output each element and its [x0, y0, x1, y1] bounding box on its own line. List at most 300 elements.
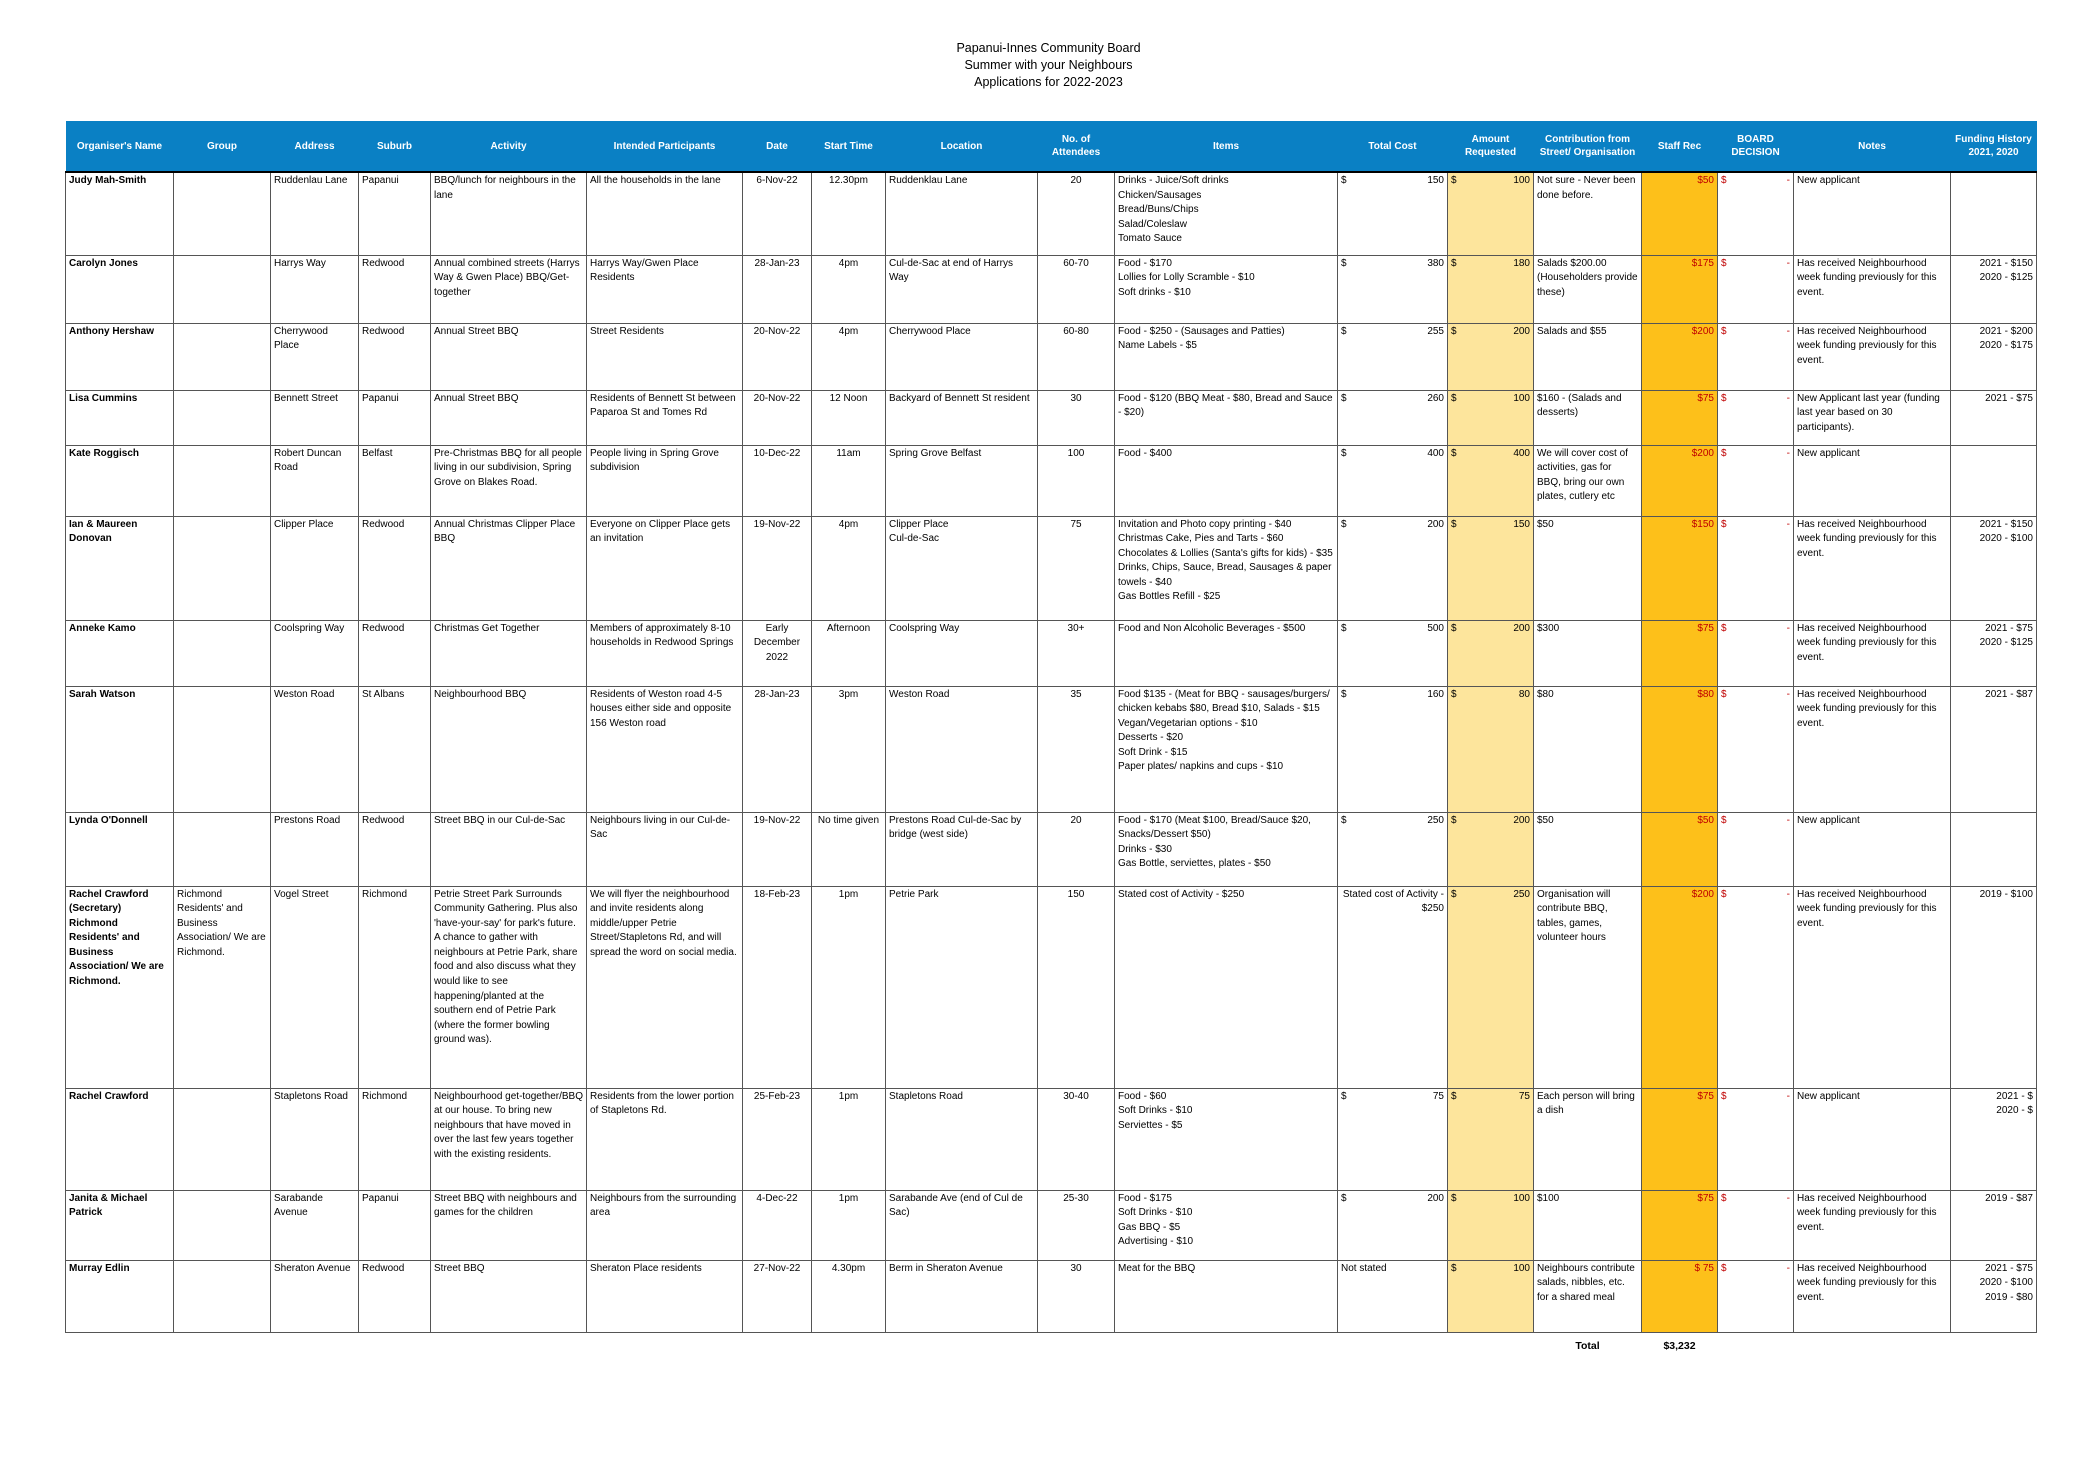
amount-requested-value: 100	[1513, 1192, 1530, 1204]
total-cost	[1338, 255, 1448, 323]
attendees: 30	[1038, 1260, 1115, 1332]
amount-requested	[1448, 1088, 1534, 1190]
staff-rec: $ 75	[1642, 1260, 1718, 1332]
table-row	[66, 390, 2037, 445]
address: Cherrywood Place	[271, 323, 359, 390]
amount-requested-value: 75	[1518, 1090, 1530, 1102]
amount-requested	[1448, 686, 1534, 812]
address: Ruddenlau Lane	[271, 172, 359, 255]
board-decision-value: -	[1786, 518, 1790, 530]
funding-history: 2021 - $75 2020 - $100 2019 - $80	[1951, 1260, 2037, 1332]
board-decision-currency: $	[1721, 447, 1727, 459]
funding-history: 2021 - $87	[1951, 686, 2037, 812]
date: 19-Nov-22	[743, 516, 812, 620]
items: Food - $60 Soft Drinks - $10 Serviettes - $5	[1115, 1088, 1338, 1190]
amount-requested-value: 100	[1513, 1262, 1530, 1274]
activity: Street BBQ	[431, 1260, 587, 1332]
group	[174, 620, 271, 686]
column-header: Start Time	[812, 121, 886, 172]
staff-rec: $80	[1642, 686, 1718, 812]
start-time: 1pm	[812, 886, 886, 1088]
table-row	[66, 1088, 2037, 1190]
suburb: Belfast	[359, 445, 431, 516]
amount-requested	[1448, 620, 1534, 686]
board-decision-value: -	[1786, 1192, 1790, 1204]
items: Food - $120 (BBQ Meat - $80, Bread and Sauce - $20)	[1115, 390, 1338, 445]
amount-requested	[1448, 1260, 1534, 1332]
empty-cell	[359, 1332, 431, 1354]
board-decision-value: -	[1786, 175, 1790, 186]
activity: Annual Street BBQ	[431, 390, 587, 445]
location: Backyard of Bennett St resident	[886, 390, 1038, 445]
board-decision-value: -	[1786, 447, 1790, 459]
attendees: 75	[1038, 516, 1115, 620]
funding-history: 2021 - $150 2020 - $125	[1951, 255, 2037, 323]
board-decision-value: -	[1786, 392, 1790, 404]
group	[174, 516, 271, 620]
date: 28-Jan-23	[743, 255, 812, 323]
title-line-3: Applications for 2022-2023	[974, 75, 1123, 89]
table-row	[66, 1260, 2037, 1332]
total-cost-currency: $	[1341, 688, 1347, 700]
total-cost-value: 260	[1427, 392, 1444, 404]
board-decision-currency: $	[1721, 622, 1727, 634]
items: Food - $175 Soft Drinks - $10 Gas BBQ - $5 Advertising - $10	[1115, 1190, 1338, 1260]
amount-requested-value: 100	[1513, 175, 1530, 186]
address: Stapletons Road	[271, 1088, 359, 1190]
items: Invitation and Photo copy printing - $40 Christmas Cake, Pies and Tarts - $60 Chocolates & Lollies (Santa's gifts for kids) - $35 Drinks, Chips, Sauce, Bread, Sausages & paper towels - $40 Gas Bottles Refill - $25	[1115, 516, 1338, 620]
start-time: 4pm	[812, 255, 886, 323]
attendees: 30+	[1038, 620, 1115, 686]
staff-rec: $50	[1642, 812, 1718, 886]
empty-cell	[743, 1332, 812, 1354]
applications-table	[65, 121, 2037, 1354]
organiser-name: Judy Mah-Smith	[66, 172, 174, 255]
total-cost	[1338, 445, 1448, 516]
location: Stapletons Road	[886, 1088, 1038, 1190]
staff-rec: $200	[1642, 886, 1718, 1088]
contribution: Organisation will contribute BBQ, tables, games, volunteer hours	[1534, 886, 1642, 1088]
date: 28-Jan-23	[743, 686, 812, 812]
total-cost-currency: $	[1341, 1090, 1347, 1102]
board-decision-value: -	[1786, 814, 1790, 826]
amount-requested-currency: $	[1451, 257, 1457, 269]
empty-cell	[1718, 1332, 1794, 1354]
total-cost-value: 255	[1427, 325, 1444, 337]
contribution: We will cover cost of activities, gas for BBQ, bring our own plates, cutlery etc	[1534, 445, 1642, 516]
items: Food - $250 - (Sausages and Patties) Name Labels - $5	[1115, 323, 1338, 390]
organiser-name: Rachel Crawford (Secretary) Richmond Residents' and Business Association/ We are Richmond.	[66, 886, 174, 1088]
total-cost-value: 400	[1427, 447, 1444, 459]
organiser-name: Carolyn Jones	[66, 255, 174, 323]
attendees: 25-30	[1038, 1190, 1115, 1260]
table-row	[66, 255, 2037, 323]
total-cost	[1338, 323, 1448, 390]
address: Clipper Place	[271, 516, 359, 620]
intended-participants: Neighbours living in our Cul-de-Sac	[587, 812, 743, 886]
column-header: Intended Participants	[587, 121, 743, 172]
notes: New applicant	[1794, 445, 1951, 516]
group	[174, 812, 271, 886]
amount-requested-currency: $	[1451, 622, 1457, 634]
group	[174, 172, 271, 255]
date: 25-Feb-23	[743, 1088, 812, 1190]
amount-requested-value: 400	[1513, 447, 1530, 459]
staff-rec: $75	[1642, 390, 1718, 445]
amount-requested	[1448, 255, 1534, 323]
items: Food - $170 (Meat $100, Bread/Sauce $20, Snacks/Dessert $50) Drinks - $30 Gas Bottle, serviettes, plates - $50	[1115, 812, 1338, 886]
staff-rec: $75	[1642, 620, 1718, 686]
board-decision-value: -	[1786, 688, 1790, 700]
amount-requested-value: 200	[1513, 325, 1530, 337]
total-cost-currency: $	[1341, 1192, 1347, 1204]
contribution: $300	[1534, 620, 1642, 686]
board-decision	[1718, 516, 1794, 620]
attendees: 20	[1038, 172, 1115, 255]
staff-rec: $200	[1642, 323, 1718, 390]
items: Drinks - Juice/Soft drinks Chicken/Sausages Bread/Buns/Chips Salad/Coleslaw Tomato Sauce	[1115, 172, 1338, 255]
activity: Street BBQ with neighbours and games for the children	[431, 1190, 587, 1260]
notes: New Applicant last year (funding last year based on 30 participants).	[1794, 390, 1951, 445]
notes: Has received Neighbourhood week funding previously for this event.	[1794, 1190, 1951, 1260]
address: Weston Road	[271, 686, 359, 812]
location: Ruddenklau Lane	[886, 172, 1038, 255]
activity: Annual Christmas Clipper Place BBQ	[431, 516, 587, 620]
column-header: No. of Attendees	[1038, 121, 1115, 172]
suburb: Papanui	[359, 1190, 431, 1260]
column-header: Items	[1115, 121, 1338, 172]
location: Berm in Sheraton Avenue	[886, 1260, 1038, 1332]
funding-history	[1951, 172, 2037, 255]
board-decision-currency: $	[1721, 175, 1727, 186]
amount-requested	[1448, 390, 1534, 445]
address: Sarabande Avenue	[271, 1190, 359, 1260]
start-time: 1pm	[812, 1190, 886, 1260]
amount-requested-currency: $	[1451, 392, 1457, 404]
organiser-name: Rachel Crawford	[66, 1088, 174, 1190]
start-time: 4.30pm	[812, 1260, 886, 1332]
funding-history: 2021 - $ 2020 - $	[1951, 1088, 2037, 1190]
empty-cell	[271, 1332, 359, 1354]
notes: Has received Neighbourhood week funding previously for this event.	[1794, 686, 1951, 812]
activity: BBQ/lunch for neighbours in the lane	[431, 172, 587, 255]
staff-rec: $75	[1642, 1088, 1718, 1190]
board-decision-value: -	[1786, 622, 1790, 634]
items: Food $135 - (Meat for BBQ - sausages/burgers/ chicken kebabs $80, Bread $10, Salads - $15 Vegan/Vegetarian options - $10 Desserts - $20 Soft Drink - $15 Paper plates/ napkins and cups - $10	[1115, 686, 1338, 812]
total-cost: Stated cost of Activity - $250	[1338, 886, 1448, 1088]
organiser-name: Lynda O'Donnell	[66, 812, 174, 886]
suburb: Richmond	[359, 1088, 431, 1190]
amount-requested-currency: $	[1451, 518, 1457, 530]
amount-requested-value: 200	[1513, 814, 1530, 826]
total-cost-value: 250	[1427, 814, 1444, 826]
notes: Has received Neighbourhood week funding previously for this event.	[1794, 255, 1951, 323]
empty-cell	[1038, 1332, 1115, 1354]
total-cost-value: 75	[1432, 1090, 1444, 1102]
funding-history	[1951, 445, 2037, 516]
total-cost-value: 200	[1427, 1192, 1444, 1204]
address: Bennett Street	[271, 390, 359, 445]
title-line-2: Summer with your Neighbours	[964, 58, 1133, 72]
start-time: 1pm	[812, 1088, 886, 1190]
activity: Annual Street BBQ	[431, 323, 587, 390]
activity: Neighbourhood get-together/BBQ at our house. To bring new neighbours that have moved in over the last few years together with the existing residents.	[431, 1088, 587, 1190]
start-time: 3pm	[812, 686, 886, 812]
board-decision	[1718, 390, 1794, 445]
staff-rec: $50	[1642, 172, 1718, 255]
staff-rec: $75	[1642, 1190, 1718, 1260]
notes: New applicant	[1794, 1088, 1951, 1190]
address: Vogel Street	[271, 886, 359, 1088]
amount-requested-currency: $	[1451, 688, 1457, 700]
board-decision	[1718, 620, 1794, 686]
suburb: Papanui	[359, 172, 431, 255]
column-header: Staff Rec	[1642, 121, 1718, 172]
contribution: Salads $200.00 (Householders provide these)	[1534, 255, 1642, 323]
amount-requested-currency: $	[1451, 325, 1457, 337]
date: 20-Nov-22	[743, 390, 812, 445]
attendees: 20	[1038, 812, 1115, 886]
amount-requested-value: 100	[1513, 392, 1530, 404]
intended-participants: Residents of Weston road 4-5 houses either side and opposite 156 Weston road	[587, 686, 743, 812]
total-cost-value: 380	[1427, 257, 1444, 269]
items: Food and Non Alcoholic Beverages - $500	[1115, 620, 1338, 686]
amount-requested-currency: $	[1451, 1090, 1457, 1102]
group: Richmond Residents' and Business Association/ We are Richmond.	[174, 886, 271, 1088]
table-row	[66, 516, 2037, 620]
report-title	[0, 40, 2097, 91]
start-time: 11am	[812, 445, 886, 516]
table-row	[66, 812, 2037, 886]
board-decision	[1718, 172, 1794, 255]
column-header: BOARD DECISION	[1718, 121, 1794, 172]
column-header: Location	[886, 121, 1038, 172]
header-row	[66, 121, 2037, 172]
empty-cell	[587, 1332, 743, 1354]
amount-requested	[1448, 812, 1534, 886]
table-row	[66, 886, 2037, 1088]
total-cost-currency: $	[1341, 447, 1347, 459]
notes: Has received Neighbourhood week funding previously for this event.	[1794, 1260, 1951, 1332]
contribution: $80	[1534, 686, 1642, 812]
amount-requested	[1448, 172, 1534, 255]
location: Coolspring Way	[886, 620, 1038, 686]
notes: Has received Neighbourhood week funding previously for this event.	[1794, 323, 1951, 390]
table-row	[66, 323, 2037, 390]
amount-requested-currency: $	[1451, 1192, 1457, 1204]
staff-rec: $200	[1642, 445, 1718, 516]
column-header: Suburb	[359, 121, 431, 172]
organiser-name: Janita & Michael Patrick	[66, 1190, 174, 1260]
amount-requested-currency: $	[1451, 1262, 1457, 1274]
contribution: Neighbours contribute salads, nibbles, etc. for a shared meal	[1534, 1260, 1642, 1332]
group	[174, 255, 271, 323]
date: 6-Nov-22	[743, 172, 812, 255]
board-decision	[1718, 812, 1794, 886]
amount-requested-value: 200	[1513, 622, 1530, 634]
total-cost-value: 200	[1427, 518, 1444, 530]
start-time: 4pm	[812, 323, 886, 390]
intended-participants: Street Residents	[587, 323, 743, 390]
address: Robert Duncan Road	[271, 445, 359, 516]
amount-requested-value: 150	[1513, 518, 1530, 530]
date: 20-Nov-22	[743, 323, 812, 390]
amount-requested-currency: $	[1451, 814, 1457, 826]
items: Food - $170 Lollies for Lolly Scramble - $10 Soft drinks - $10	[1115, 255, 1338, 323]
date: 10-Dec-22	[743, 445, 812, 516]
suburb: Redwood	[359, 255, 431, 323]
total-cost-currency: $	[1341, 622, 1347, 634]
amount-requested-currency: $	[1451, 175, 1457, 186]
funding-history: 2021 - $75 2020 - $125	[1951, 620, 2037, 686]
total-cost	[1338, 620, 1448, 686]
intended-participants: Neighbours from the surrounding area	[587, 1190, 743, 1260]
staff-rec: $175	[1642, 255, 1718, 323]
intended-participants: All the households in the lane	[587, 172, 743, 255]
total-value: $3,232	[1663, 1339, 1696, 1352]
board-decision-value: -	[1786, 1262, 1790, 1274]
group	[174, 1088, 271, 1190]
intended-participants: Residents of Bennett St between Paparoa St and Tomes Rd	[587, 390, 743, 445]
location: Sarabande Ave (end of Cul de Sac)	[886, 1190, 1038, 1260]
activity: Pre-Christmas BBQ for all people living in our subdivision, Spring Grove on Blakes Road.	[431, 445, 587, 516]
location: Cherrywood Place	[886, 323, 1038, 390]
board-decision	[1718, 1260, 1794, 1332]
activity: Annual combined streets (Harrys Way & Gwen Place) BBQ/Get-together	[431, 255, 587, 323]
board-decision	[1718, 255, 1794, 323]
date: 19-Nov-22	[743, 812, 812, 886]
organiser-name: Anneke Kamo	[66, 620, 174, 686]
address: Sheraton Avenue	[271, 1260, 359, 1332]
board-decision	[1718, 323, 1794, 390]
staff-rec: $150	[1642, 516, 1718, 620]
total-row	[66, 1332, 2037, 1354]
amount-requested	[1448, 516, 1534, 620]
total-cost-currency: $	[1341, 175, 1347, 186]
intended-participants: Harrys Way/Gwen Place Residents	[587, 255, 743, 323]
intended-participants: People living in Spring Grove subdivision	[587, 445, 743, 516]
column-header: Contribution from Street/ Organisation	[1534, 121, 1642, 172]
items: Meat for the BBQ	[1115, 1260, 1338, 1332]
location: Spring Grove Belfast	[886, 445, 1038, 516]
intended-participants: Members of approximately 8-10 households in Redwood Springs	[587, 620, 743, 686]
location: Clipper Place Cul-de-Sac	[886, 516, 1038, 620]
organiser-name: Sarah Watson	[66, 686, 174, 812]
start-time: 12 Noon	[812, 390, 886, 445]
amount-requested	[1448, 1190, 1534, 1260]
board-decision-currency: $	[1721, 1262, 1727, 1274]
empty-cell	[66, 1332, 174, 1354]
intended-participants: Everyone on Clipper Place gets an invitation	[587, 516, 743, 620]
table-body	[66, 172, 2037, 1354]
total-label: Total	[1575, 1339, 1600, 1352]
amount-requested	[1448, 323, 1534, 390]
group	[174, 1190, 271, 1260]
empty-cell	[1794, 1332, 1951, 1354]
notes: New applicant	[1794, 172, 1951, 255]
start-time: No time given	[812, 812, 886, 886]
organiser-name: Kate Roggisch	[66, 445, 174, 516]
board-decision	[1718, 1088, 1794, 1190]
board-decision-value: -	[1786, 888, 1790, 900]
column-header: Notes	[1794, 121, 1951, 172]
group	[174, 323, 271, 390]
funding-history: 2019 - $100	[1951, 886, 2037, 1088]
contribution: Salads and $55	[1534, 323, 1642, 390]
notes: Has received Neighbourhood week funding previously for this event.	[1794, 516, 1951, 620]
suburb: Redwood	[359, 812, 431, 886]
location: Cul-de-Sac at end of Harrys Way	[886, 255, 1038, 323]
funding-history	[1951, 812, 2037, 886]
total-cost	[1338, 1088, 1448, 1190]
attendees: 60-70	[1038, 255, 1115, 323]
table-row	[66, 620, 2037, 686]
title-line-1: Papanui-Innes Community Board	[956, 41, 1141, 55]
group	[174, 390, 271, 445]
board-decision-currency: $	[1721, 1192, 1727, 1204]
address: Coolspring Way	[271, 620, 359, 686]
board-decision-value: -	[1786, 257, 1790, 269]
empty-cell	[1338, 1332, 1448, 1354]
total-cost-currency: $	[1341, 257, 1347, 269]
funding-history: 2019 - $87	[1951, 1190, 2037, 1260]
board-decision	[1718, 1190, 1794, 1260]
intended-participants: Residents from the lower portion of Stapletons Rd.	[587, 1088, 743, 1190]
suburb: Redwood	[359, 620, 431, 686]
attendees: 60-80	[1038, 323, 1115, 390]
board-decision-currency: $	[1721, 518, 1727, 530]
contribution: Each person will bring a dish	[1534, 1088, 1642, 1190]
total-cost-value: 500	[1427, 622, 1444, 634]
empty-cell	[174, 1332, 271, 1354]
amount-requested-currency: $	[1451, 447, 1457, 459]
empty-cell	[1448, 1332, 1534, 1354]
suburb: Redwood	[359, 516, 431, 620]
start-time: 12.30pm	[812, 172, 886, 255]
empty-cell	[1951, 1332, 2037, 1354]
board-decision	[1718, 686, 1794, 812]
board-decision-currency: $	[1721, 888, 1727, 900]
organiser-name: Murray Edlin	[66, 1260, 174, 1332]
contribution: $160 - (Salads and desserts)	[1534, 390, 1642, 445]
empty-cell	[886, 1332, 1038, 1354]
notes: New applicant	[1794, 812, 1951, 886]
total-cost-currency: $	[1341, 392, 1347, 404]
contribution: $50	[1534, 516, 1642, 620]
board-decision-currency: $	[1721, 392, 1727, 404]
funding-history: 2021 - $200 2020 - $175	[1951, 323, 2037, 390]
table-row	[66, 172, 2037, 255]
amount-requested	[1448, 886, 1534, 1088]
organiser-name: Ian & Maureen Donovan	[66, 516, 174, 620]
board-decision-currency: $	[1721, 325, 1727, 337]
board-decision	[1718, 445, 1794, 516]
suburb: Redwood	[359, 323, 431, 390]
table-row	[66, 686, 2037, 812]
board-decision-currency: $	[1721, 814, 1727, 826]
total-cost-currency: $	[1341, 518, 1347, 530]
empty-cell	[812, 1332, 886, 1354]
location: Petrie Park	[886, 886, 1038, 1088]
date: 4-Dec-22	[743, 1190, 812, 1260]
activity: Christmas Get Together	[431, 620, 587, 686]
total-cost	[1338, 1190, 1448, 1260]
suburb: Richmond	[359, 886, 431, 1088]
contribution: Not sure - Never been done before.	[1534, 172, 1642, 255]
column-header: Group	[174, 121, 271, 172]
attendees: 100	[1038, 445, 1115, 516]
notes: Has received Neighbourhood week funding previously for this event.	[1794, 620, 1951, 686]
